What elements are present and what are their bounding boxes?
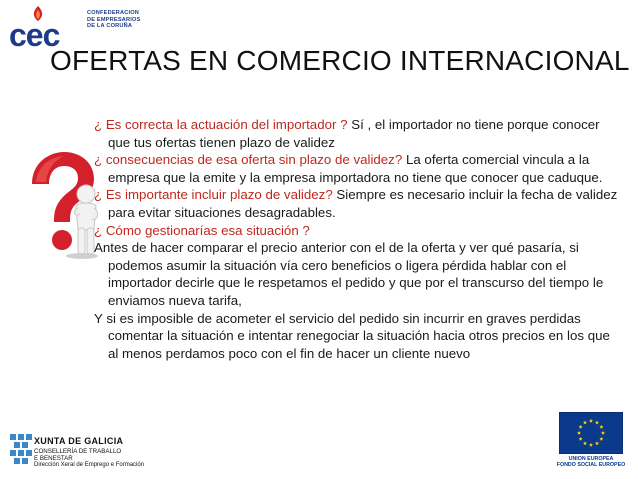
question-text: ¿ consecuencias de esa oferta sin plazo de validez? <box>94 152 406 168</box>
eu-star-icon <box>579 437 583 441</box>
cec-org-name <box>87 10 257 30</box>
eu-star-icon <box>589 419 593 423</box>
answer-text: Antes de hacer comparar el precio anterior con el de la oferta y ver qué pasaría, si podemos asumir la situación vía cero beneficios o ligera pérdida hablar con el importador decirle que le respetamos el pedido y que por el transcurso del tiempo le enviamos nueva tarifa, <box>94 240 604 308</box>
qa-paragraph <box>94 310 619 363</box>
cec-org-line: DE LA CORUÑA <box>87 23 133 30</box>
conselleria-line: E BENESTAR <box>34 455 73 463</box>
eu-line: FONDO SOCIAL EUROPEO <box>556 462 626 469</box>
eu-star-icon <box>577 431 581 435</box>
qa-paragraph <box>94 151 619 186</box>
eu-star-icon <box>583 441 587 445</box>
qa-paragraph <box>94 239 619 309</box>
xunta-label: XUNTA DE GALICIA <box>34 436 124 446</box>
eu-star-icon <box>599 437 603 441</box>
answer-text: La oferta comercial vincula a la empresa que la emite y la empresa importadora no tiene que conocer que caduque. <box>108 152 603 185</box>
direccion-label: Dirección Xeral de Emprego e Formación <box>34 462 145 468</box>
eu-star-icon <box>599 425 603 429</box>
answer-text: Siempre es necesario incluir la fecha de validez para evitar situaciones desagradables. <box>108 187 618 220</box>
conselleria-line: CONSELLERÍA DE TRABALLO <box>34 448 122 455</box>
cec-org-line: CONFEDERACION <box>87 10 140 16</box>
eu-line: UNION EUROPEA <box>568 456 614 462</box>
qa-paragraph <box>94 186 619 221</box>
answer-text: Y si es imposible de acometer el servicio del pedido sin incurrir en graves perdidas comentar la situación e intentar renegociar la situación hacia otros precios en los que al menos perdamos poco con el fin de hacer un cliente nuevo <box>94 310 610 361</box>
qa-paragraph <box>94 116 619 151</box>
question-text: ¿ Es correcta la actuación del importador ? <box>94 117 352 132</box>
eu-star-icon <box>579 425 583 429</box>
eu-star-icon <box>589 443 593 447</box>
question-text: ¿ Es importante incluir plazo de validez? <box>94 187 337 203</box>
eu-star-icon <box>595 441 599 445</box>
xunta-galicia-logo <box>8 431 148 475</box>
body-text <box>94 116 619 362</box>
eu-star-icon <box>595 420 599 424</box>
eu-logo <box>553 412 629 474</box>
eu-flag-icon <box>559 412 623 454</box>
eu-star-icon <box>583 420 587 424</box>
question-text: ¿ Cómo gestionarías esa situación ? <box>94 222 310 238</box>
cec-org-line: DE EMPRESARIOS <box>87 16 141 23</box>
galicia-crest-icon <box>10 434 32 464</box>
cec-logo-letters: cec <box>9 17 60 50</box>
eu-star-icon <box>601 431 605 435</box>
slide-title: OFERTAS EN COMERCIO INTERNACIONAL <box>50 45 630 76</box>
eu-label <box>553 456 629 469</box>
qa-paragraph <box>94 222 619 240</box>
conselleria-label <box>34 448 154 462</box>
answer-text: Sí , el importador no tiene porque conocer que tus ofertas tienen plazo de validez <box>108 117 600 150</box>
